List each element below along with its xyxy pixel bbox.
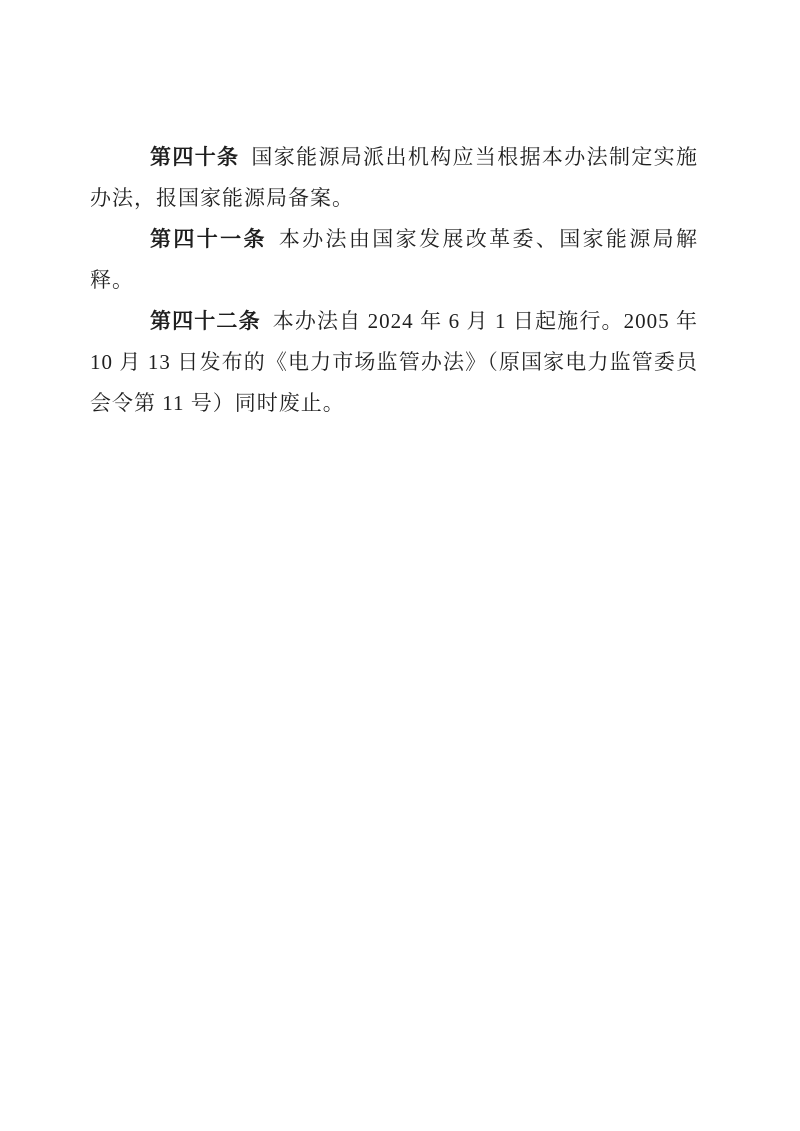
article-40-number: 第四十条 [150,145,240,169]
paragraph-article-42 [90,301,698,424]
article-41-number: 第四十一条 [150,227,267,251]
document-body [90,137,698,424]
article-40-text: 国家能源局派出机构应当根据本办法制定实施办法，报国家能源局备案。 [90,145,699,210]
paragraph-article-41 [90,219,698,301]
article-42-text: 本办法自 2024 年 6 月 1 日起施行。2005 年 10 月 13 日发布的《电力市场监管办法》（原国家电力监管委员会令第 11 号）同时废止。 [90,309,699,415]
paragraph-article-40 [90,137,698,219]
article-42-number: 第四十二条 [150,309,261,333]
article-41-text: 本办法由国家发展改革委、国家能源局解释。 [90,227,699,292]
